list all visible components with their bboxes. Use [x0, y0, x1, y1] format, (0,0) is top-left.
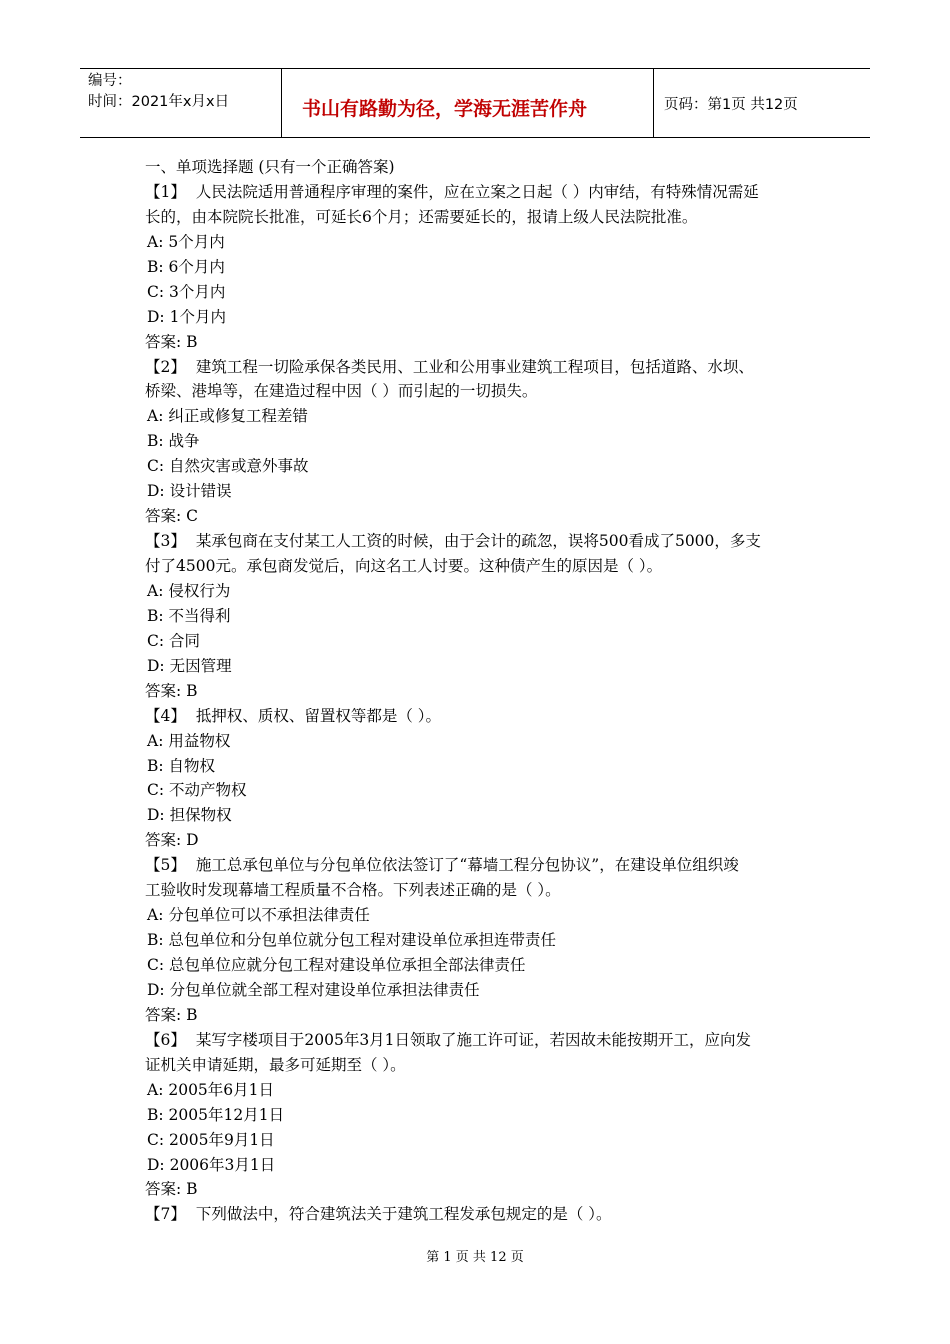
question-number: 【4】	[145, 706, 186, 725]
question-block	[145, 1202, 815, 1227]
question-text: 人民法院适用普通程序审理的案件，应在立案之日起（ ）内审结，有特殊情况需延	[195, 182, 759, 201]
question-number: 【2】	[145, 357, 186, 376]
page-footer: 第 1 页 共 12 页	[426, 1250, 524, 1265]
answer-option: D: 2006年3月1日	[147, 1155, 276, 1174]
answer-option: A: 5个月内	[147, 232, 225, 251]
answer-option: C: 2005年9月1日	[147, 1130, 275, 1149]
answer-option: B: 战争	[147, 432, 200, 451]
answer-key: 答案: B	[145, 681, 198, 700]
question-text: 某承包商在支付某工人工资的时候，由于会计的疏忽，误将500看成了5000，多支	[195, 532, 761, 551]
header-motto: 书山有路勤为径，学海无涯苦作舟	[282, 69, 654, 137]
question-text: 抵押权、质权、留置权等都是（ ）。	[195, 706, 442, 725]
question-stem-line	[145, 853, 815, 878]
answer-option: C: 合同	[147, 631, 201, 650]
question-number: 【1】	[145, 182, 186, 201]
answer-key: 答案: C	[145, 507, 199, 526]
answer-option: D: 设计错误	[147, 482, 232, 501]
answer-option: B: 2005年12月1日	[147, 1105, 285, 1124]
question-text: 建筑工程一切险承保各类民用、工业和公用事业建筑工程项目，包括道路、水坝、	[195, 357, 754, 376]
question-stem-line	[145, 704, 815, 729]
answer-option: A: 2005年6月1日	[147, 1080, 275, 1099]
question-text: 长的，由本院院长批准，可延长6个月；还需要延长的，报请上级人民法院批准。	[145, 207, 698, 226]
answer-key: 答案: B	[145, 332, 198, 351]
question-number: 【6】	[145, 1030, 186, 1049]
question-stem-line	[145, 554, 815, 579]
document-body	[145, 155, 815, 1227]
question-stem-line	[145, 878, 815, 903]
answer-key: 答案: D	[145, 831, 199, 850]
question-list	[145, 180, 815, 1227]
question-stem-line	[145, 205, 815, 230]
answer-option: D: 担保物权	[147, 806, 232, 825]
question-number: 【5】	[145, 856, 186, 875]
answer-option: C: 3个月内	[147, 282, 226, 301]
question-block	[145, 853, 815, 1028]
question-text: 工验收时发现幕墙工程质量不合格。下列表述正确的是（ ）。	[145, 881, 561, 900]
answer-option: C: 总包单位应就分包工程对建设单位承担全部法律责任	[147, 956, 526, 974]
question-number: 【7】	[145, 1205, 186, 1224]
question-text: 付了4500元。承包商发觉后，向这名工人讨要。这种债产生的原因是（ ）。	[145, 557, 663, 575]
answer-option: D: 1个月内	[147, 307, 226, 326]
answer-key: 答案: B	[145, 1005, 198, 1024]
question-number: 【3】	[145, 532, 186, 551]
question-block	[145, 180, 815, 355]
answer-option: B: 总包单位和分包单位就分包工程对建设单位承担连带责任	[147, 931, 557, 950]
question-text: 某写字楼项目于2005年3月1日领取了施工许可证，若因故未能按期开工，应向发	[195, 1030, 752, 1049]
question-block	[145, 529, 815, 704]
answer-option: C: 不动产物权	[147, 781, 247, 800]
answer-option: D: 分包单位就全部工程对建设单位承担法律责任	[147, 980, 480, 999]
header-meta	[80, 69, 282, 137]
question-stem-line	[145, 379, 815, 404]
answer-option: B: 不当得利	[147, 606, 231, 625]
question-text: 证机关申请延期，最多可延期至（ ）。	[145, 1055, 406, 1074]
answer-option: A: 分包单位可以不承担法律责任	[147, 906, 370, 925]
question-stem-line	[145, 180, 815, 205]
answer-option: D: 无因管理	[147, 656, 232, 675]
answer-option: A: 侵权行为	[147, 581, 231, 600]
section-title: 一、单项选择题 (只有一个正确答案)	[145, 158, 395, 176]
number-label: 编号：	[88, 73, 132, 89]
question-stem-line	[145, 1028, 815, 1053]
time-label: 时间：2021年x月x日	[88, 94, 230, 110]
question-stem-line	[145, 1053, 815, 1078]
question-block	[145, 355, 815, 530]
question-stem-line	[145, 1202, 815, 1227]
page-header	[80, 68, 870, 138]
question-text: 桥梁、港埠等，在建造过程中因（ ）而引起的一切损失。	[145, 382, 538, 401]
question-stem-line	[145, 355, 815, 380]
question-text: 施工总承包单位与分包单位依法签订了“幕墙工程分包协议”，在建设单位组织竣	[195, 856, 739, 875]
question-stem-line	[145, 529, 815, 554]
answer-key: 答案: B	[145, 1180, 198, 1199]
answer-option: A: 纠正或修复工程差错	[147, 407, 308, 426]
answer-option: A: 用益物权	[147, 731, 231, 750]
answer-option: C: 自然灾害或意外事故	[147, 457, 309, 476]
question-block	[145, 1028, 815, 1203]
answer-option: B: 自物权	[147, 756, 216, 775]
header-page-info: 页码：第1页 共12页	[664, 96, 798, 113]
answer-option: B: 6个月内	[147, 257, 225, 276]
question-text: 下列做法中，符合建筑法关于建筑工程发承包规定的是（ ）。	[195, 1205, 612, 1224]
question-block	[145, 704, 815, 854]
